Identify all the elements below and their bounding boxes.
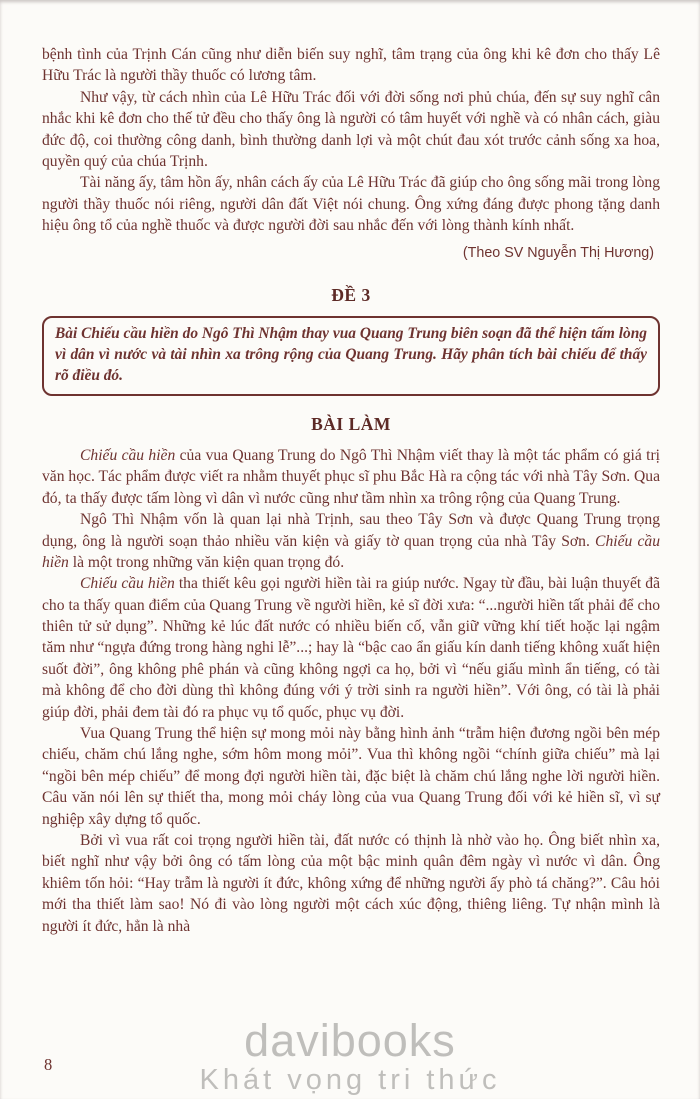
section-heading-de-3: ĐỀ 3 bbox=[331, 285, 371, 306]
work-title: Chiếu cầu hiền bbox=[80, 446, 176, 464]
paragraph-text: là một trong những văn kiện quan trọng đó. bbox=[68, 553, 345, 571]
work-title: Chiếu cầu hiền bbox=[42, 532, 660, 571]
paragraph-text: Ngô Thì Nhậm vốn là quan lại nhà Trịnh, sau theo Tây Sơn và được Quang Trung trọng dụng, ông là người soạn thảo nhiều văn kiện và giấy tờ quan trọng của nhà Tây Sơn. bbox=[42, 511, 660, 550]
assignment-prompt-box bbox=[42, 316, 660, 396]
paragraph: Vua Quang Trung thể hiện sự mong mỏi này bằng hình ảnh “trẫm hiện đương ngồi bên mép chiếu, chăm chú lắng nghe, sớm hôm mong mỏi”. Vua thì không ngồi “chính giữa chiếu” mà lại “ngồi bên mép chiếu” để mong đợi người hiền tài, đặc biệt là chăm chú lắng nghe lời người hiền. Câu văn nói lên sự thiết tha, mong mỏi cháy lòng của vua Quang Trung đối với kẻ hiền sĩ, vì sự nghiệp xây dựng tổ quốc. bbox=[42, 725, 660, 828]
page-number: 8 bbox=[44, 1055, 53, 1074]
prompt-segment: do Ngô Thì Nhậm thay vua Quang Trung biên soạn đã thể hiện tấm lòng vì dân vì nước và tài nhìn xa trông rộng của Quang Trung. Hãy phân tích bài chiếu để thấy rõ điều đó. bbox=[55, 325, 648, 384]
paragraph-continuation: bệnh tình của Trịnh Cán cũng như diễn biến suy nghĩ, tâm trạng của ông khi kê đơn cho thấy Lê Hữu Trác là người thầy thuốc có lương tâm. bbox=[42, 46, 660, 85]
watermark-brand: davibooks bbox=[244, 1014, 456, 1066]
paragraph-text: tha thiết kêu gọi người hiền tài ra giúp nước. Ngay từ đầu, bài luận thuyết đã cho ta thấy quan điểm của Quang Trung về người hiền, kẻ sĩ đời xưa: “...người hiền tất phải để cho thiên tử sử dụng”. Những kẻ lúc đất nước có nhiều biến cố, vẫn giữ vững khí tiết hoặc lại ngậm tăm như “ngựa đứng trong hàng nghi lễ”...; hay là “bậc cao ẩn giấu kín danh tiếng không xuất hiện suốt đời”, ông không phê phán và cũng không ngợi ca họ, bởi vì “nếu giấu mình ẩn tiếng, có tài mà không để cho đời dùng thì không đúng với ý trời sinh ra người hiền”. Với ông, có tài là phải giúp đời, phải đem tài đó ra phục vụ tổ quốc, phục vụ đời. bbox=[42, 575, 660, 721]
work-title: Chiếu cầu hiền bbox=[80, 575, 175, 593]
paragraph-cut-off: Bởi vì vua rất coi trọng người hiền tài, đất nước có thịnh là nhờ vào họ. Ông biết nhìn xa, biết nghĩ như vậy bởi ông có tấm lòng của một bậc minh quân đêm ngày vì nước vì dân. Ông khiêm tốn hỏi: “Hay trẫm là người ít đức, không xứng để những người ấy phò tá chăng?”. Câu hỏi mới tha thiết làm sao! Nó đi vào lòng người một cách xúc động, thiêng liêng. Tự nhận mình là người ít đức, hẳn là nhà bbox=[42, 831, 660, 935]
paragraph: Tài năng ấy, tâm hồn ấy, nhân cách ấy của Lê Hữu Trác đã giúp cho ông sống mãi trong lòng người thầy thuốc nói riêng, người dân đất Việt nói chung. Ông xứng đáng được phong tặng danh hiệu ông tổ của nghề thuốc và được người đời sau nhắc đến với lòng thành kính nhất. bbox=[42, 174, 660, 235]
paragraph bbox=[42, 445, 660, 509]
watermark bbox=[0, 1014, 700, 1097]
prompt-segment: Bài bbox=[55, 325, 82, 343]
paragraph bbox=[42, 573, 660, 723]
watermark-slogan: Khát vọng tri thức bbox=[199, 1064, 501, 1096]
paragraph bbox=[42, 509, 660, 573]
attribution-line: (Theo SV Nguyễn Thị Hương) bbox=[462, 244, 654, 261]
assignment-prompt-text bbox=[55, 324, 647, 387]
section-heading-bai-lam: BÀI LÀM bbox=[311, 413, 391, 434]
paragraph: Như vậy, từ cách nhìn của Lê Hữu Trác đối với đời sống nơi phủ chúa, đến sự suy nghĩ cân nhắc khi kê đơn cho thế tử đều cho thấy ông là người có tâm huyết với nghề và có nhân cách, giàu đức độ, coi thường công danh, bình thường danh lợi và một chút đau xót trước cảnh sống xa hoa, quyền quý của chúa Trịnh. bbox=[42, 88, 660, 170]
work-title: Chiếu cầu hiền bbox=[81, 325, 179, 343]
paragraph-text: của vua Quang Trung do Ngô Thì Nhậm viết thay là một tác phẩm có giá trị văn học. Tác phẩm được viết ra nhằm thuyết phục sĩ phu Bắc Hà ra cộng tác với nhà Tây Sơn. Qua đó, ta thấy được tấm lòng vì dân vì nước cũng như tầm nhìn xa trông rộng của Quang Trung. bbox=[42, 446, 660, 507]
